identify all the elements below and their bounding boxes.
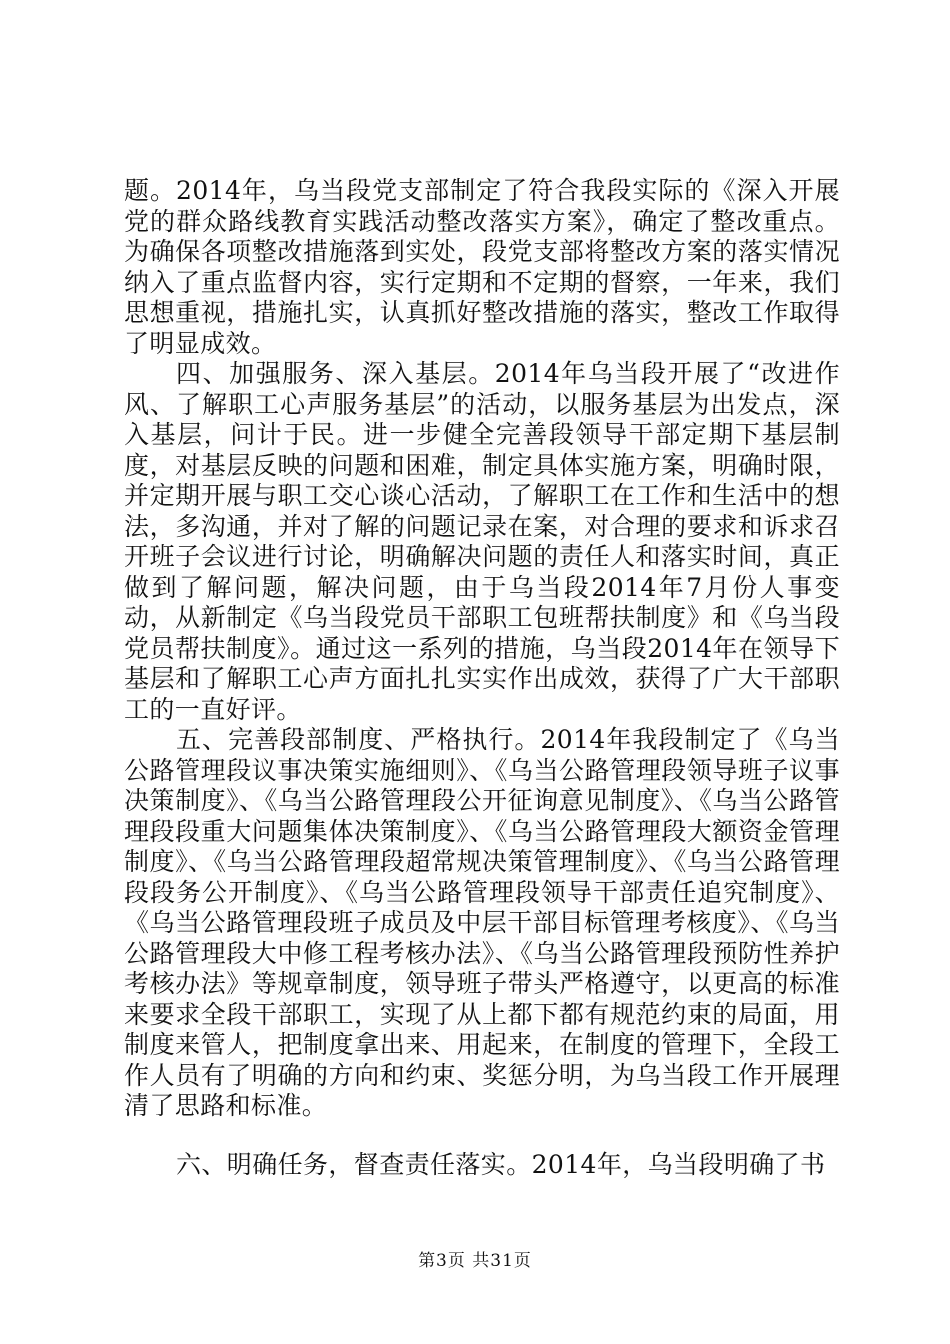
paragraph-section-six: 六、明确任务，督查责任落实。2014年，乌当段明确了书: [176, 1149, 826, 1179]
paragraph-section-four: 四、加强服务、深入基层。2014年乌当段开展了“改进作风、了解职工心声服务基层”的活动，以服务基层为出发点，深入基层，问计于民。进一步健全完善段领导干部定期下基层制度，对基层反映的问题和困难，制定具体实施方案，明确时限，并定期开展与职工交心谈心活动，了解职工在工作和生活中的想法，多沟通，并对了解的问题记录在案，对合理的要求和诉求召开班子会议进行讨论，明确解决问题的责任人和落实时间，真正做到了解问题，解决问题，由于乌当段2014年7月份人事变动，从新制定《乌当段党员干部职工包班帮扶制度》和《乌当段党员帮扶制度》。通过这一系列的措施，乌当段2014年在领导下基层和了解职工心声方面扎扎实实作出成效，获得了广大干部职工的一直好评。: [124, 359, 840, 724]
paragraph-section-five: 五、完善段部制度、严格执行。2014年我段制定了《乌当公路管理段议事决策实施细则》、《乌当公路管理段领导班子议事决策制度》、《乌当公路管理段公开征询意见制度》、《乌当公路管理段段重大问题集体决策制度》、《乌当公路管理段大额资金管理制度》、《乌当公路管理段超常规决策管理制度》、《乌当公路管理段段务公开制度》、《乌当公路管理段领导干部责任追究制度》、《乌当公路管理段班子成员及中层干部目标管理考核度》、《乌当公路管理段大中修工程考核办法》、《乌当公路管理段预防性养护考核办法》等规章制度，领导班子带头严格遵守，以更高的标准来要求全段干部职工，实现了从上都下都有规范约束的局面，用制度来管人，把制度拿出来、用起来，在制度的管理下，全段工作人员有了明确的方向和约束、奖惩分明，为乌当段工作开展理清了思路和标准。: [124, 725, 840, 1120]
page-number-footer: 第3页 共31页: [418, 1251, 532, 1271]
paragraph-continuation: 题。2014年，乌当段党支部制定了符合我段实际的《深入开展党的群众路线教育实践活动整改落实方案》，确定了整改重点。为确保各项整改措施落到实处，段党支部将整改方案的落实情况纳入了重点监督内容，实行定期和不定期的督察，一年来，我们思想重视，措施扎实，认真抓好整改措施的落实，整改工作取得了明显成效。: [124, 176, 840, 358]
document-body: [124, 176, 840, 1180]
